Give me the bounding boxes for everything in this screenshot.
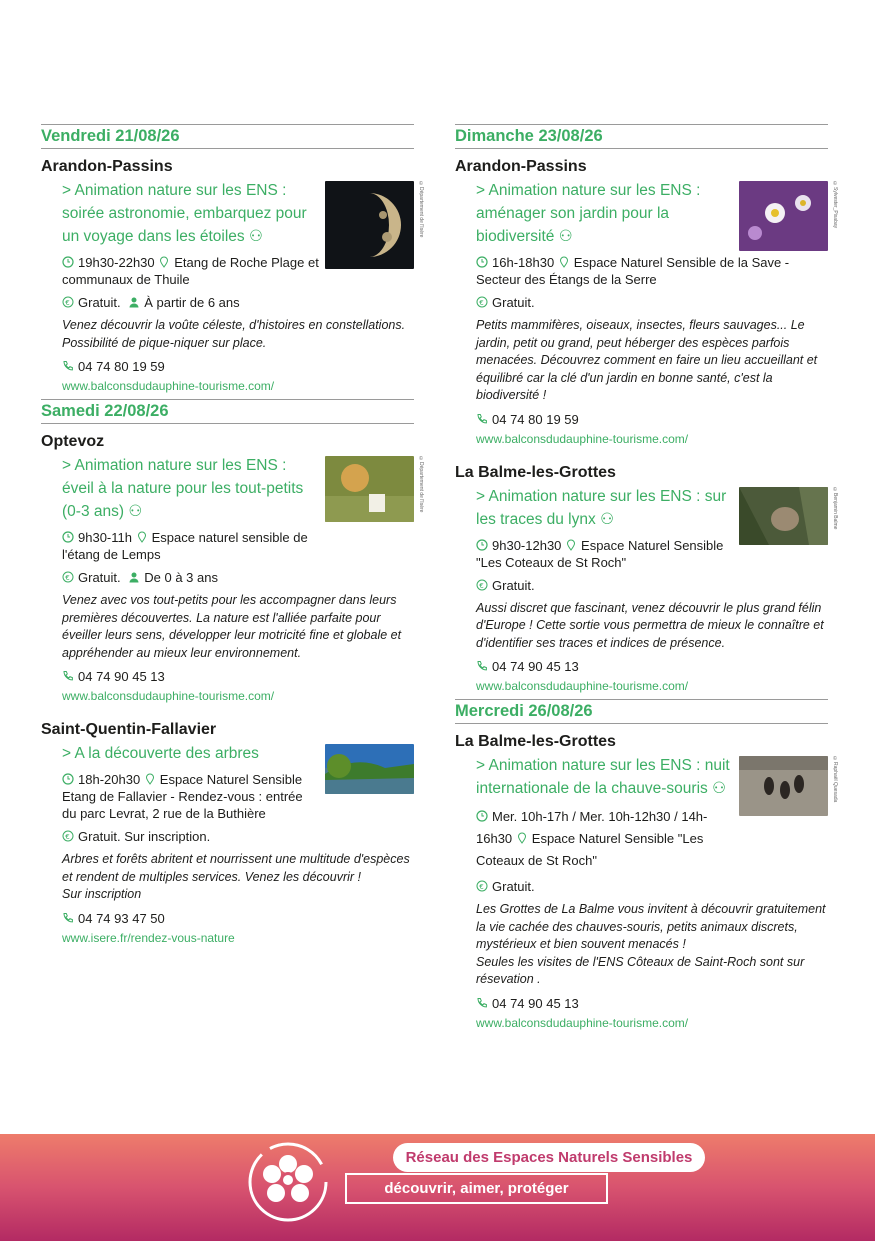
slogan: découvrir, aimer, protéger — [345, 1173, 608, 1204]
event-description: Venez découvrir la voûte céleste, d'histoires en constellations. Possibilité de pique-niquer sur place. — [62, 318, 406, 350]
footer-banner — [0, 1134, 875, 1241]
person-icon — [128, 571, 140, 583]
price: € Gratuit. — [476, 577, 828, 594]
phone-icon — [476, 997, 488, 1009]
event-card — [41, 454, 424, 704]
family-icon: ⚇ — [128, 503, 143, 520]
svg-text:€: € — [479, 581, 484, 590]
time-location: 18h-20h30 Espace Naturel Sensible Etang de Fallavier - Rendez-vous : entrée du parc Levrat, 2 rue de la Buthière — [62, 772, 303, 821]
price-age: € Gratuit. À partir de 6 ans — [62, 294, 414, 311]
euro-icon — [476, 880, 488, 892]
clock-icon — [62, 531, 74, 543]
clock-icon — [62, 256, 74, 268]
event-card — [41, 179, 424, 394]
flowers-photo — [739, 181, 828, 251]
photo-credit: ©Département de l'Isère — [418, 456, 424, 513]
phone[interactable]: 04 74 80 19 59 — [62, 359, 414, 375]
euro-icon — [62, 571, 74, 583]
location-pin-icon — [144, 773, 156, 785]
phone[interactable]: 04 74 93 47 50 — [62, 911, 414, 927]
place-name: La Balme-les-Grottes — [455, 733, 616, 750]
place-name: Optevoz — [41, 433, 105, 450]
time-location: 19h30-22h30 Etang de Roche Plage et communaux de Thuile — [62, 255, 319, 287]
euro-icon — [476, 296, 488, 308]
event-title[interactable]: > A la découverte des arbres — [62, 745, 259, 762]
time-location: Mer. 10h-17h / Mer. 10h-12h30 / 14h-16h30 Espace Naturel Sensible "Les Coteaux de St Roch" — [476, 809, 708, 868]
website-link[interactable]: www.balconsdudauphine-tourisme.com/ — [476, 679, 689, 693]
time-location: 9h30-12h30 Espace Naturel Sensible "Les Coteaux de St Roch" — [476, 537, 724, 570]
bats-photo — [739, 756, 828, 816]
photo-credit: ©Département de l'Isère — [418, 181, 424, 238]
place-name: La Balme-les-Grottes — [455, 463, 616, 481]
location-pin-icon — [565, 539, 577, 551]
price: € Gratuit. Sur inscription. — [62, 828, 414, 845]
family-icon: ⚇ — [249, 228, 263, 245]
phone-icon — [476, 660, 488, 672]
event-title[interactable]: > Animation nature sur les ENS : sur les traces du lynx ⚇ — [476, 487, 727, 528]
phone-icon — [62, 912, 74, 924]
child-nature-photo — [325, 456, 414, 522]
website-link[interactable]: www.balconsdudauphine-tourisme.com/ — [476, 431, 689, 446]
website-link[interactable]: www.isere.fr/rendez-vous-nature — [62, 930, 235, 945]
svg-text:€: € — [65, 574, 70, 582]
clock-icon — [476, 539, 488, 551]
ens-flower-logo — [246, 1140, 330, 1224]
date-heading: Vendredi 21/08/26 — [41, 124, 414, 149]
clock-icon — [62, 773, 74, 785]
phone-icon — [62, 360, 74, 372]
phone[interactable]: 04 74 90 45 13 — [62, 669, 414, 685]
lynx-photo — [739, 487, 828, 545]
website-link[interactable]: www.balconsdudauphine-tourisme.com/ — [476, 1015, 689, 1030]
place-name: Arandon-Passins — [455, 158, 587, 175]
euro-icon — [62, 296, 74, 308]
event-title[interactable]: > Animation nature sur les ENS : nuit internationale de la chauve-souris ⚇ — [476, 757, 730, 797]
date-heading: Samedi 22/08/26 — [41, 399, 414, 424]
family-icon: ⚇ — [712, 780, 726, 797]
website-link[interactable]: www.balconsdudauphine-tourisme.com/ — [62, 379, 275, 393]
right-column — [455, 124, 838, 1031]
svg-text:€: € — [65, 299, 70, 307]
network-label: Réseau des Espaces Naturels Sensibles — [393, 1143, 705, 1172]
event-description: Aussi discret que fascinant, venez découvrir le plus grand félin d'Europe ! Cette sortie vous permettra de mieux le connaître et d'identifier ses traces et indices de présence. — [476, 600, 824, 650]
website-link[interactable]: www.balconsdudauphine-tourisme.com/ — [62, 689, 275, 703]
euro-icon — [62, 830, 74, 842]
lake-forest-photo — [325, 744, 414, 794]
event-description: Les Grottes de La Balme vous invitent à découvrir gratuitement la vie cachée des chauves-souris, petits animaux discrets, mystérieux et bien souvent menacés ! Seules les visites de l'ENS Côteaux de Saint-Roch sont sur résevation . — [476, 902, 826, 986]
phone[interactable]: 04 74 90 45 13 — [476, 659, 828, 675]
family-icon: ⚇ — [558, 228, 573, 245]
photo-credit: ©Raphaël Quesada — [832, 756, 838, 803]
phone-icon — [62, 670, 74, 682]
place-name: Saint-Quentin-Fallavier — [41, 721, 217, 738]
euro-icon — [476, 579, 488, 591]
clock-icon — [476, 810, 488, 822]
event-description: Venez avec vos tout-petits pour les accompagner dans leurs premières découvertes. La nature est l'alliée parfaite pour éveiller leurs sens, développer leur motricité fine et globale et appréhender au mieux leur environnement. — [62, 593, 402, 660]
location-pin-icon — [158, 256, 170, 268]
time-location: 16h-18h30 Espace Naturel Sensible de la Save - Secteur des Étangs de la Serre — [476, 255, 790, 287]
event-title[interactable]: > Animation nature sur les ENS : aménager son jardin pour la biodiversité ⚇ — [476, 182, 701, 245]
place-name: Arandon-Passins — [41, 158, 173, 175]
phone[interactable]: 04 74 90 45 13 — [476, 996, 828, 1012]
clock-icon — [476, 256, 488, 268]
svg-text:€: € — [479, 883, 484, 891]
event-title[interactable]: > Animation nature sur les ENS : soirée astronomie, embarquez pour un voyage dans les étoiles ⚇ — [62, 182, 307, 245]
price: € Gratuit. — [476, 878, 828, 895]
photo-credit: ©Sylvester_Pixabay — [832, 181, 838, 229]
event-title[interactable]: > Animation nature sur les ENS : éveil à la nature pour les tout-petits (0-3 ans) ⚇ — [62, 457, 304, 520]
left-column — [41, 124, 424, 946]
location-pin-icon — [558, 256, 570, 268]
date-heading: Mercredi 26/08/26 — [455, 699, 828, 724]
svg-text:€: € — [65, 833, 70, 841]
event-description: Arbres et forêts abritent et nourrissent une multitude d'espèces et rendent de multiples services. Venez les découvrir ! Sur inscription — [62, 852, 410, 901]
price-age: € Gratuit. De 0 à 3 ans — [62, 569, 414, 586]
price: € Gratuit. — [476, 294, 828, 311]
date-heading: Dimanche 23/08/26 — [455, 124, 828, 149]
svg-text:€: € — [479, 299, 484, 307]
moon-photo — [325, 181, 414, 269]
person-icon — [128, 296, 140, 308]
family-icon: ⚇ — [600, 510, 614, 528]
photo-credit: ©Benjamin Balme — [832, 486, 838, 529]
event-card — [455, 485, 838, 695]
time-location: 9h30-11h Espace naturel sensible de l'étang de Lemps — [62, 530, 308, 562]
event-card — [41, 742, 414, 946]
event-description: Petits mammifères, oiseaux, insectes, fleurs sauvages... Le jardin, petit ou grand, peut héberger des espèces parfois menacées. Découvrez comment en faire un lieu accueillant et équilibré car la clé d'un jardin en bonne santé, c'est la biodiversité ! — [476, 318, 818, 402]
phone-icon — [476, 413, 488, 425]
event-card — [455, 179, 838, 447]
location-pin-icon — [136, 531, 148, 543]
location-pin-icon — [516, 832, 528, 844]
event-card — [455, 754, 838, 1031]
phone[interactable]: 04 74 80 19 59 — [476, 412, 828, 428]
